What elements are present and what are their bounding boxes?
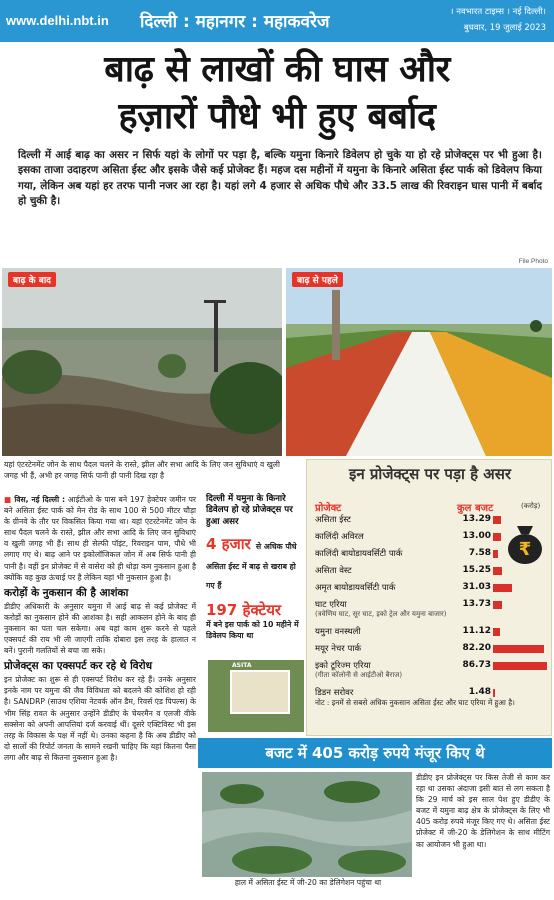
map-sign-label: ASITA xyxy=(232,662,252,669)
section-tag: दिल्ली : महानगर : महाकवरेज xyxy=(140,12,330,32)
article-text-1: आईटीओ के पास बने 197 हेक्टेयर जमीन पर बने असिता ईस्ट पार्क को मेन रोड के साथ 100 से 500 मीटर चौड़ा के ग्रीनवे के तौर पर विकसित किया गया था। यहां एंटरटेनमेंट जोन के साथ पैदल चलने के रास्ते, झील और सभा आदि के लिए जन सुविधाएं व खुली जगह भी हैं। साथ ही सेल्फी पॉइंट, रिवराइन पाम, पौधे भी लगाए गए थे। बाढ़ आने पर इकोलॉजिकल जोन में अब सिर्फ पानी ही पानी है। वहीं इन प्रोजेक्ट में से वासेरा को ही थोड़ा कम नुकसान हुआ है क्योंकि वह कुछ ऊंचाई पर है लेकिन यहां भी नुकसान हुआ है। xyxy=(4,495,196,582)
table-row-budget-bar xyxy=(493,689,495,697)
stat-area-text: में बने इस पार्क को 10 महीने में डिवेलप किया था xyxy=(206,620,299,640)
table-row-project-name: कालिंदी बायोडायवर्सिटी पार्क xyxy=(315,549,403,559)
table-title: इन प्रोजेक्ट्स पर पड़ा है असर xyxy=(348,465,511,483)
g20-photo-caption: हाल में असिता ईस्ट में जी-20 का डेलिगेशन पहुंचा था xyxy=(234,878,382,887)
article-left-column xyxy=(4,494,196,766)
table-header-budget: कुल बजट xyxy=(457,503,494,514)
photo-tag-after: बाढ़ के बाद xyxy=(8,272,56,287)
table-row-project-name: डिडन सरोवर xyxy=(315,688,354,698)
table-row-budget-value: 1.48 xyxy=(468,687,491,697)
table-row-project-name: घाट एरिया xyxy=(315,600,347,610)
intro-paragraph: दिल्ली में आई बाढ़ का असर न सिर्फ यहां के लोगों पर पड़ा है, बल्कि यमुना किनारे डिवेलप हो चुके या हो रहे प्रोजेक्ट्स पर भी हुआ है। इसका ताजा उदाहरण असिता ईस्ट और इसके जैसे कई प्रोजेक्ट हैं। महज दस महीनों में यमुना के किनारे असिता ईस्ट पार्क को डिवेलप किया गया, लेकिन अब यहां हर तरफ पानी नजर आ रहा है। यहां लगे 4 हजार से अधिक पौधे और 33.5 लाख की रिवराइन घास पानी में बर्बाद हो चुकी है। xyxy=(18,149,542,208)
stat-plants xyxy=(206,534,302,592)
site-url[interactable]: www.delhi.nbt.in xyxy=(6,13,109,28)
publication-date: बुधवार, 19 जुलाई 2023 xyxy=(463,23,546,33)
photo-before-flood xyxy=(286,268,552,456)
stat-plants-number: 4 हजार xyxy=(206,535,251,554)
masthead-bar xyxy=(0,0,554,42)
table-row-project-subtext: (गीता कॉलोनी से आईटीओ बैराज) xyxy=(315,671,403,679)
table-row-budget-value: 15.25 xyxy=(462,565,491,575)
photo-g20-visit xyxy=(202,772,412,877)
headline-line-2: हज़ारों पौधे भी हुए बर्बाद xyxy=(118,96,436,137)
subheading-loss: करोड़ों के नुकसान की है आशंका xyxy=(4,586,129,599)
garden-scene-illustration xyxy=(286,268,552,456)
project-budget-table xyxy=(306,459,552,736)
budget-banner-text: बजट में 405 करोड़ रुपये मंजूर किए थे xyxy=(265,744,485,762)
table-row-project-subtext: (त्रवेणिय घाट, सूर घाट, इको ट्रेल और यमुना बाजार) xyxy=(315,610,447,618)
site-map-photo xyxy=(208,660,304,732)
table-row-project-name: अमृत बायोडायवर्सिटी पार्क xyxy=(315,583,396,593)
photo-tag-before: बाढ़ से पहले xyxy=(292,272,343,287)
table-row-project-name: असिता वेस्ट xyxy=(315,566,352,576)
photo-caption: यहां एंटरटेनमेंट जोन के साथ पैदल चलने के रास्ते, झील और सभा आदि के लिए जन सुविधाएं व खुली जगह भी हैं, अभी हर जगह सिर्फ पानी ही पानी दिख रहा है xyxy=(4,460,280,480)
table-row-budget-bar xyxy=(493,645,544,653)
floodplain-aerial-illustration xyxy=(202,772,412,877)
stat-area-number: 197 हेक्टेयर xyxy=(206,601,282,620)
headline-line-1: बाढ़ से लाखों की घास और xyxy=(104,49,450,90)
table-row-budget-value: 31.03 xyxy=(462,582,491,592)
table-row-budget-value: 13.00 xyxy=(462,531,491,541)
table-row-project-name: कालिंदी अविरल xyxy=(315,532,364,542)
table-row-budget-bar xyxy=(493,584,512,592)
table-row-budget-bar xyxy=(493,550,498,558)
flood-scene-illustration xyxy=(2,268,282,456)
article-paragraph-2: डीडीए अधिकारी के अनुसार यमुना में आई बाढ़ से कई प्रोजेक्ट में करोड़ों का नुकसान होने की आशंका है। सही आकलन होने के बाद ही नुकसान का पता चल सकेगा। अब यहां काम शुरू करने से पहले एक्सपर्ट की राय भी ली जाएगी ताकि दोबारा इस तरह के हालात न बनें। पुरानी गलतियों से बचा जा सके। xyxy=(4,601,196,656)
middle-highlights xyxy=(206,494,302,641)
table-row-budget-value: 13.29 xyxy=(462,514,491,524)
budget-banner xyxy=(198,738,552,768)
article-paragraph-1 xyxy=(4,494,196,583)
table-row-budget-bar xyxy=(493,628,500,636)
stat-plants-text: से अधिक पौधे असिता ईस्ट में बाढ़ से खराब हो गए हैं xyxy=(206,542,297,591)
table-header-unit: (करोड़) xyxy=(521,502,541,510)
table-row-project-name: यमुना वनस्थली xyxy=(315,627,361,637)
file-photo-credit: File Photo xyxy=(518,258,548,265)
photo-after-flood xyxy=(2,268,282,456)
subheading-opposition: प्रोजेक्ट्स का एक्सपर्ट कर रहे थे विरोध xyxy=(4,660,153,673)
table-row-budget-value: 11.12 xyxy=(462,626,491,636)
rupee-bag-icon xyxy=(505,520,545,568)
table-row-budget-value: 86.73 xyxy=(462,660,491,670)
table-row-budget-bar xyxy=(493,533,501,541)
table-row-budget-bar xyxy=(493,662,547,670)
bullet-icon: ■ xyxy=(4,495,15,504)
table-row-budget-value: 13.73 xyxy=(462,599,491,609)
table-row-budget-value: 82.20 xyxy=(462,643,491,653)
table-row-budget-bar xyxy=(493,567,502,575)
budget-article-text: डीडीए इन प्रोजेक्ट्स पर किस तेजी से काम कर रहा था उसका अंदाजा इसी बात से लग सकता है कि 29 मार्च को इस साल पेश हुए डीडीए के बजट में यमुना बाढ़ क्षेत्र के प्रोजेक्ट्स के लिए भी 405 करोड़ रुपये मंजूर किए गए थे। असिता ईस्ट प्रोजेक्ट में जी-20 के डेलिगेशन के साथ मीटिंग का आयोजन भी हुआ था। xyxy=(416,773,550,849)
table-header-project: प्रोजेक्ट xyxy=(315,503,342,514)
table-row-budget-bar xyxy=(493,601,502,609)
headline xyxy=(0,46,554,140)
svg-text:₹: ₹ xyxy=(518,539,532,560)
pull-quote: दिल्ली में यमुना के किनारे डिवेलप हो रहे प्रोजेक्ट्स पर हुआ असर xyxy=(206,494,293,527)
stat-area xyxy=(206,600,302,641)
table-note: नोट : इनमें से सबसे अधिक नुकसान असिता ईस्ट और घाट एरिया में हुआ है। xyxy=(315,698,515,707)
table-row-project-name: इको टूरिज्म एरिया xyxy=(315,661,371,671)
table-row-project-name: मयूर नेचर पार्क xyxy=(315,644,362,654)
publication-name: । नवभारत टाइम्स । नई दिल्ली। xyxy=(450,7,546,17)
site-map-board xyxy=(230,670,290,714)
table-row-project-name: असिता ईस्ट xyxy=(315,515,351,525)
table-row-budget-value: 7.58 xyxy=(468,548,491,558)
article-paragraph-3: इन प्रोजेक्ट का शुरू से ही एक्सपर्ट विरोध कर रहे हैं। उनके अनुसार इनके नाम पर यमुना की जैव विविधता को बदलने की कोशिश हो रही है। SANDRP (साउथ एशिया नेटवर्क ऑन डैम, रिवर्स एंड पिपल्स) के भीम सिंह रावत के अनुसार उन्होंने डीडीए के चेयरमैन व एलजी वीके सक्सेना को अपनी आपत्तियां दर्ज करवाई थीं। दूसरे एक्टिविस्ट भी इस तरह के विकास के पक्ष में नहीं थे। उनका कहना है कि अब डीडीए को दो सालों की रिपोर्ट जनता के सामने रखनी चाहिए कि यहां कितना पैसा लगा और बाढ़ से कितना नुकसान हुआ है। xyxy=(4,675,196,762)
table-row-budget-bar xyxy=(493,516,501,524)
dateline: विस, नई दिल्ली : xyxy=(14,495,66,504)
